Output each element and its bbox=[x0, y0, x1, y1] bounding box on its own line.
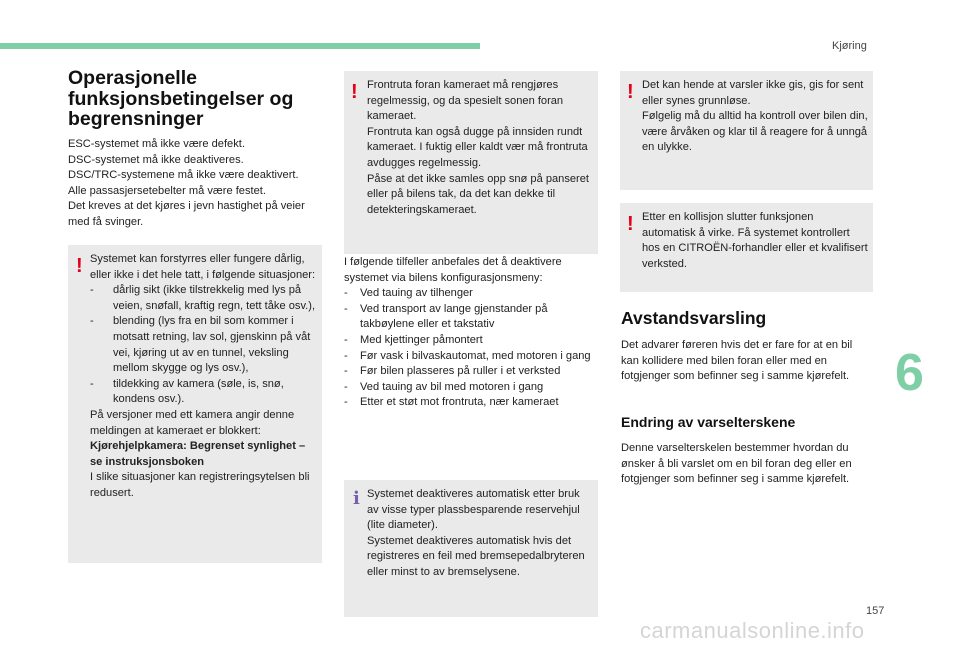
intro-line: Det kreves at det kjøres i jevn hastighet på veier med få svinger. bbox=[68, 200, 305, 228]
header-accent-bar bbox=[0, 43, 480, 49]
list-item: - Ved tauing av tilhenger bbox=[344, 286, 596, 302]
info-paragraph: Systemet deaktiveres automatisk hvis det registreres en feil med bremsepedalbryteren eller minst to av bremselysene. bbox=[367, 534, 585, 578]
paragraph: Denne varselterskelen bestemmer hvordan du ønsker å bli varslet om en bil foran deg eller en fotgjenger som befinner seg i samme kjørefelt. bbox=[621, 442, 852, 486]
warning-icon: ! bbox=[627, 213, 634, 235]
intro-line: DSC-systemet må ikke deaktiveres. bbox=[68, 153, 244, 166]
list-item: - Ved transport av lange gjenstander på takbøylene eller et takstativ bbox=[344, 302, 596, 333]
warning-paragraph: Det kan hende at varsler ikke gis, gis for sent eller synes grunnløse. bbox=[642, 79, 864, 107]
list-item: - Ved tauing av bil med motoren i gang bbox=[344, 380, 596, 396]
watermark: carmanualsonline.info bbox=[640, 618, 865, 643]
warning-bold-message: Kjørehjelpkamera: Begrenset synlighet – se instruksjonsboken bbox=[90, 440, 306, 468]
list-item: - Før bilen plasseres på ruller i et verksted bbox=[344, 364, 596, 380]
warning-lead: Systemet kan forstyrres eller fungere dårlig, eller ikke i det hele tatt, i følgende situasjoner: bbox=[90, 253, 316, 281]
list-item: - blending (lys fra en bil som kommer i motsatt retning, lav sol, gjenskinn på våt vei, kjøring ut av en tunnel, veksling mellom skygge og lys osv.), bbox=[90, 314, 318, 376]
section-label: Kjøring bbox=[832, 40, 867, 52]
list-lead: I følgende tilfeller anbefales det å deaktivere systemet via bilens konfigurasjonsmeny: bbox=[344, 256, 562, 284]
list-item: - Etter et støt mot frontruta, nær kameraet bbox=[344, 395, 596, 411]
subsection-paragraph bbox=[621, 441, 873, 488]
list-item: - tildekking av kamera (søle, is, snø, kondens osv.). bbox=[90, 377, 318, 408]
info-text-middle bbox=[367, 487, 587, 581]
page-title: Operasjonelle funksjonsbetingelser og begrensninger bbox=[68, 67, 294, 130]
info-paragraph: Systemet deaktiveres automatisk etter bruk av visse typer plassbesparende reservehjul (lite diameter). bbox=[367, 488, 580, 532]
list-item: - Med kjettinger påmontert bbox=[344, 333, 596, 349]
deactivation-list bbox=[344, 255, 596, 411]
warning-paragraph: Etter en kollisjon slutter funksjonen automatisk å virke. Få systemet kontrollert hos en CITROËN-forhandler eller et kvalifisert verksted. bbox=[642, 211, 868, 270]
warning-icon: ! bbox=[627, 81, 634, 103]
section-heading: Avstandsvarsling bbox=[621, 308, 767, 328]
warning-paragraph: Frontruta foran kameraet må rengjøres regelmessig, og da spesielt sonen foran kameraet. bbox=[367, 79, 564, 123]
warning-paragraph: Påse at det ikke samles opp snø på panseret eller på bilens tak, da det kan dekke til detekteringskameraet. bbox=[367, 172, 589, 216]
warning-icon: ! bbox=[76, 255, 83, 277]
warning-paragraph: Følgelig må du alltid ha kontroll over bilen din, være årvåken og klar til å reagere for å unngå en ulykke. bbox=[642, 110, 868, 154]
subsection-heading: Endring av varselterskene bbox=[621, 414, 796, 430]
intro-line: Alle passasjersetebelter må være festet. bbox=[68, 184, 266, 197]
warning-text-right-1 bbox=[642, 78, 868, 156]
chapter-number: 6 bbox=[895, 344, 924, 402]
list-item: - Før vask i bilvaskautomat, med motoren i gang bbox=[344, 349, 596, 365]
intro-text bbox=[68, 137, 328, 231]
intro-line: DSC/TRC-systemene må ikke være deaktivert. bbox=[68, 169, 299, 182]
warning-text-left bbox=[90, 252, 318, 502]
section-paragraph bbox=[621, 338, 873, 385]
info-icon: i bbox=[353, 488, 360, 509]
warning-icon: ! bbox=[351, 81, 358, 103]
list-item: - dårlig sikt (ikke tilstrekkelig med lys på veien, snøfall, kraftig regn, tett tåke osv.), bbox=[90, 283, 318, 314]
warning-paragraph: Frontruta kan også dugge på innsiden rundt kameraet. I fuktig eller kaldt vær må frontruta avdugges regelmessig. bbox=[367, 125, 588, 169]
page-number: 157 bbox=[866, 605, 885, 617]
intro-line: ESC-systemet må ikke være defekt. bbox=[68, 138, 245, 150]
paragraph: Det advarer føreren hvis det er fare for at en bil kan kollidere med bilen foran eller med en fotgjenger som befinner seg i samme kjørefelt. bbox=[621, 339, 853, 383]
warning-text-middle bbox=[367, 78, 592, 218]
warning-last: I slike situasjoner kan registreringsytelsen bli redusert. bbox=[90, 471, 310, 499]
warning-text-right-2 bbox=[642, 210, 868, 272]
warning-after: På versjoner med ett kamera angir denne meldingen at kameraet er blokkert: bbox=[90, 408, 295, 437]
